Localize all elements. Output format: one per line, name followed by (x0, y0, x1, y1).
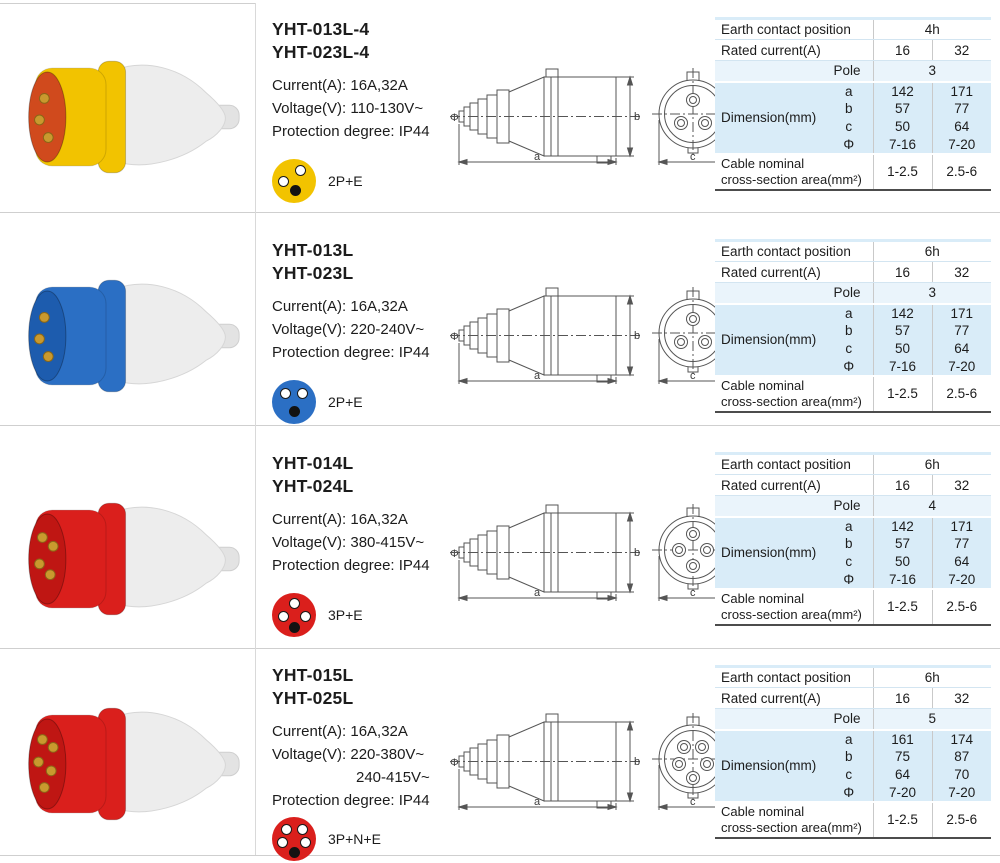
earth-label: Earth contact position (715, 241, 873, 262)
dim-sub-b: b (825, 535, 873, 553)
dim-phi-16: 7-16 (873, 571, 932, 589)
technical-drawings (450, 498, 734, 610)
plug-photo-svg (14, 42, 244, 192)
product-info (272, 452, 457, 637)
dim-phi-16: 7-20 (873, 784, 932, 802)
model-number: YHT-014L (272, 453, 354, 473)
table-row-earth (715, 19, 991, 40)
dim-sub-c: c (825, 340, 873, 358)
svg-text:c: c (690, 796, 696, 808)
dim-b-16: 57 (873, 100, 932, 118)
product-row (0, 213, 1000, 425)
plug-photo-svg (14, 689, 244, 839)
side-view-drawing (450, 62, 642, 174)
pin-config-label: 2P+E (328, 173, 363, 190)
pole-label: Pole (715, 709, 873, 730)
dim-sub-b: b (825, 322, 873, 340)
earth-value: 4h (873, 19, 991, 40)
table-row-pole (715, 496, 991, 517)
table-row-rated (715, 688, 991, 709)
dim-sub-c: c (825, 766, 873, 784)
dim-b-32: 87 (932, 748, 991, 766)
spec-protection: Protection degree: IP44 (272, 557, 430, 574)
cable-label (715, 154, 873, 190)
model-number: YHT-025L (272, 687, 354, 708)
cable-label-line1: Cable nominal (721, 155, 805, 171)
spec-table (715, 239, 991, 413)
rated-16: 16 (873, 40, 932, 61)
cable-label (715, 589, 873, 625)
spec-current: Current(A): 16A,32A (272, 76, 408, 94)
spec-table (715, 452, 991, 626)
spec-table (715, 665, 991, 839)
rated-16: 16 (873, 262, 932, 283)
product-photo (14, 484, 244, 634)
product-info (272, 239, 457, 424)
dim-sub-b: b (825, 748, 873, 766)
pin-config-label: 3P+N+E (328, 830, 381, 847)
cable-32: 2.5-6 (932, 802, 991, 838)
rated-label: Rated current(A) (715, 40, 873, 61)
earth-value: 6h (873, 667, 991, 688)
dim-a-32: 171 (932, 304, 991, 322)
svg-text:Φ: Φ (450, 331, 459, 343)
earth-label: Earth contact position (715, 667, 873, 688)
dim-sub-c: c (825, 118, 873, 136)
dim-c-16: 50 (873, 340, 932, 358)
pole-label: Pole (715, 61, 873, 82)
model-number: YHT-013L-4 (272, 19, 370, 39)
rated-16: 16 (873, 475, 932, 496)
cable-32: 2.5-6 (932, 154, 991, 190)
svg-text:c: c (690, 587, 696, 599)
model-number: YHT-015L (272, 665, 354, 685)
table-row-rated (715, 262, 991, 283)
svg-text:b: b (634, 547, 641, 559)
earth-label: Earth contact position (715, 19, 873, 40)
dim-sub-phi: Φ (825, 571, 873, 589)
cable-16: 1-2.5 (873, 154, 932, 190)
spec-current: Current(A): 16A,32A (272, 297, 408, 315)
dim-a-16: 142 (873, 82, 932, 100)
model-number: YHT-023L-4 (272, 41, 370, 62)
dim-b-32: 77 (932, 100, 991, 118)
spec-protection: Protection degree: IP44 (272, 792, 430, 810)
dimension-label: Dimension(mm) (715, 730, 825, 802)
dim-phi-32: 7-20 (932, 571, 991, 589)
product-photo (14, 42, 244, 192)
spec-table (715, 17, 991, 191)
svg-text:c: c (690, 151, 696, 163)
rated-label: Rated current(A) (715, 262, 873, 283)
pin-face-icon (272, 593, 316, 637)
product-photo (14, 689, 244, 839)
model-number: YHT-013L (272, 240, 354, 260)
cable-label-line2: cross-section area(mm²) (721, 606, 862, 622)
pole-label: Pole (715, 283, 873, 304)
svg-text:b: b (634, 330, 641, 342)
technical-drawings (450, 281, 734, 393)
spec-protection: Protection degree: IP44 (272, 344, 430, 361)
dim-b-32: 77 (932, 535, 991, 553)
pole-value: 3 (873, 61, 991, 82)
rated-label: Rated current(A) (715, 688, 873, 709)
dim-phi-32: 7-20 (932, 358, 991, 376)
cable-label-line2: cross-section area(mm²) (721, 393, 862, 409)
spec-protection: Protection degree: IP44 (272, 123, 430, 140)
table-row-earth (715, 241, 991, 262)
dimension-label: Dimension(mm) (715, 517, 825, 589)
technical-drawings (450, 62, 734, 174)
dim-sub-phi: Φ (825, 358, 873, 376)
spec-voltage: Voltage(V): 110-130V~ (272, 99, 424, 117)
dim-c-32: 64 (932, 118, 991, 136)
product-info (272, 664, 457, 861)
pin-configuration (272, 817, 457, 861)
technical-drawings (450, 707, 734, 819)
dim-b-16: 75 (873, 748, 932, 766)
svg-text:a: a (534, 796, 541, 808)
cable-16: 1-2.5 (873, 589, 932, 625)
dim-sub-b: b (825, 100, 873, 118)
dim-phi-16: 7-16 (873, 136, 932, 154)
pin-face-icon (272, 817, 316, 861)
dim-sub-a: a (825, 517, 873, 535)
table-row-pole (715, 283, 991, 304)
dim-phi-32: 7-20 (932, 784, 991, 802)
table-row-dim-a (715, 730, 991, 748)
product-info (272, 18, 457, 203)
svg-text:b: b (634, 756, 641, 768)
dim-phi-32: 7-20 (932, 136, 991, 154)
dim-c-32: 64 (932, 340, 991, 358)
cable-label-line1: Cable nominal (721, 590, 805, 606)
table-row-dim-a (715, 304, 991, 322)
earth-label: Earth contact position (715, 454, 873, 475)
table-row-cable (715, 154, 991, 190)
dim-a-16: 161 (873, 730, 932, 748)
cable-label-line1: Cable nominal (721, 377, 805, 393)
dim-sub-a: a (825, 304, 873, 322)
dim-sub-a: a (825, 730, 873, 748)
svg-text:c: c (690, 370, 696, 382)
table-row-cable (715, 589, 991, 625)
svg-text:a: a (534, 587, 541, 599)
dim-a-32: 171 (932, 82, 991, 100)
rated-32: 32 (932, 688, 991, 709)
spec-voltage: Voltage(V): 380-415V~ (272, 533, 425, 551)
model-number: YHT-024L (272, 475, 354, 496)
pole-value: 5 (873, 709, 991, 730)
pin-face-icon (272, 159, 316, 203)
spec-voltage: Voltage(V): 220-240V~ (272, 320, 425, 338)
dim-a-16: 142 (873, 304, 932, 322)
spec-voltage: Voltage(V): 220-380V~ (272, 745, 425, 763)
rated-32: 32 (932, 262, 991, 283)
table-row-dim-a (715, 517, 991, 535)
table-row-cable (715, 376, 991, 412)
dim-sub-c: c (825, 553, 873, 571)
rated-label: Rated current(A) (715, 475, 873, 496)
dim-c-16: 50 (873, 553, 932, 571)
model-number: YHT-023L (272, 262, 354, 283)
cable-label-line2: cross-section area(mm²) (721, 819, 862, 835)
table-row-cable (715, 802, 991, 838)
pole-value: 4 (873, 496, 991, 517)
svg-text:a: a (534, 370, 541, 382)
cable-label-line2: cross-section area(mm²) (721, 171, 862, 187)
pin-configuration (272, 593, 457, 637)
pole-value: 3 (873, 283, 991, 304)
cable-32: 2.5-6 (932, 376, 991, 412)
pin-config-label: 2P+E (328, 394, 363, 411)
dim-a-32: 171 (932, 517, 991, 535)
dim-c-16: 50 (873, 118, 932, 136)
dim-b-16: 57 (873, 535, 932, 553)
table-row-earth (715, 454, 991, 475)
table-row-dim-a (715, 82, 991, 100)
cable-label (715, 376, 873, 412)
pin-configuration (272, 380, 457, 424)
svg-text:Φ: Φ (450, 757, 459, 769)
dim-c-32: 70 (932, 766, 991, 784)
dim-sub-a: a (825, 82, 873, 100)
earth-value: 6h (873, 241, 991, 262)
svg-text:Φ: Φ (450, 548, 459, 560)
dim-phi-16: 7-16 (873, 358, 932, 376)
product-row (0, 4, 1000, 212)
dim-c-32: 64 (932, 553, 991, 571)
plug-photo-svg (14, 484, 244, 634)
table-row-rated (715, 40, 991, 61)
rated-16: 16 (873, 688, 932, 709)
rated-32: 32 (932, 475, 991, 496)
svg-text:b: b (634, 111, 641, 123)
dim-sub-phi: Φ (825, 136, 873, 154)
dimension-label: Dimension(mm) (715, 304, 825, 376)
spec-current: Current(A): 16A,32A (272, 510, 408, 528)
pole-label: Pole (715, 496, 873, 517)
dim-c-16: 64 (873, 766, 932, 784)
earth-value: 6h (873, 454, 991, 475)
product-row (0, 649, 1000, 855)
spec-current: Current(A): 16A,32A (272, 722, 408, 740)
pin-face-icon (272, 380, 316, 424)
divider (0, 855, 1000, 856)
cable-32: 2.5-6 (932, 589, 991, 625)
table-row-pole (715, 61, 991, 82)
cable-16: 1-2.5 (873, 802, 932, 838)
plug-photo-svg (14, 261, 244, 411)
cable-label (715, 802, 873, 838)
dim-a-16: 142 (873, 517, 932, 535)
dim-b-16: 57 (873, 322, 932, 340)
product-row (0, 426, 1000, 648)
pin-config-label: 3P+E (328, 607, 363, 624)
dimension-label: Dimension(mm) (715, 82, 825, 154)
dim-sub-phi: Φ (825, 784, 873, 802)
side-view-drawing (450, 707, 642, 819)
side-view-drawing (450, 498, 642, 610)
rated-32: 32 (932, 40, 991, 61)
cable-16: 1-2.5 (873, 376, 932, 412)
pin-configuration (272, 159, 457, 203)
dim-b-32: 77 (932, 322, 991, 340)
cable-label-line1: Cable nominal (721, 803, 805, 819)
table-row-earth (715, 667, 991, 688)
dim-a-32: 174 (932, 730, 991, 748)
spec-voltage-2: 240-415V~ (356, 769, 430, 786)
svg-text:Φ: Φ (450, 112, 459, 124)
table-row-pole (715, 709, 991, 730)
side-view-drawing (450, 281, 642, 393)
product-photo (14, 261, 244, 411)
svg-text:a: a (534, 151, 541, 163)
table-row-rated (715, 475, 991, 496)
